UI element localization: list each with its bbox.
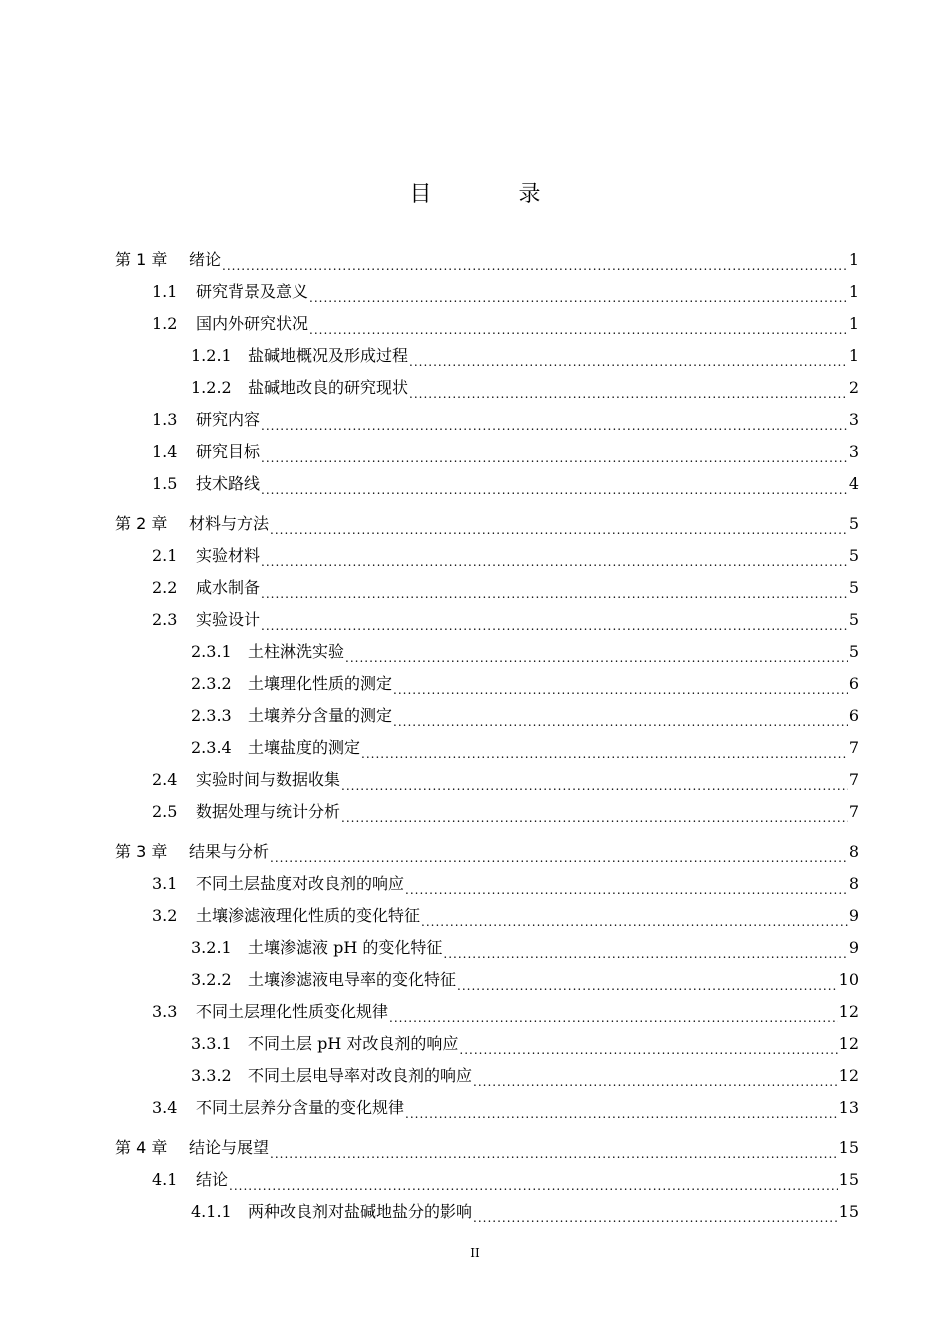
toc-entry-page: 2 <box>848 378 859 397</box>
toc-entry-page: 6 <box>848 706 859 725</box>
toc-dot-leader <box>393 700 848 732</box>
toc-entry-page: 12 <box>838 1002 859 1021</box>
toc-entry-title: 结果与分析 <box>189 842 270 861</box>
toc-entry-number: 1.2 <box>152 314 178 333</box>
toc-entry-number: 2.3.3 <box>191 706 232 725</box>
toc-entry-title: 土壤渗滤液电导率的变化特征 <box>248 970 457 989</box>
toc-entry-title: 土壤理化性质的测定 <box>248 674 393 693</box>
toc-entry[interactable] <box>115 604 859 636</box>
toc-entry-page: 12 <box>838 1034 859 1053</box>
toc-entry[interactable] <box>115 1092 859 1124</box>
toc-dot-leader <box>229 1164 838 1196</box>
toc-entry-number: 1.4 <box>152 442 178 461</box>
toc-entry-page: 3 <box>848 442 859 461</box>
toc-entry[interactable] <box>115 668 859 700</box>
toc-entry[interactable] <box>115 996 859 1028</box>
toc-dot-leader <box>270 508 848 540</box>
toc-entry-page: 15 <box>838 1202 859 1221</box>
toc-entry-title: 不同土层养分含量的变化规律 <box>196 1098 405 1117</box>
toc-entry-number: 4.1 <box>152 1170 178 1189</box>
toc-entry-number: 2.4 <box>152 770 178 789</box>
toc-entry-number: 1.5 <box>152 474 178 493</box>
toc-entry-page: 10 <box>838 970 859 989</box>
toc-entry-title: 盐碱地改良的研究现状 <box>248 378 409 397</box>
toc-entry-number: 第 2 章 <box>115 514 168 533</box>
toc-entry[interactable] <box>115 700 859 732</box>
toc-entry-page: 8 <box>848 874 859 893</box>
toc-dot-leader <box>421 900 848 932</box>
toc-entry-title: 技术路线 <box>196 474 261 493</box>
toc-entry-title: 数据处理与统计分析 <box>196 802 341 821</box>
toc-entry-title: 不同土层盐度对改良剂的响应 <box>196 874 405 893</box>
toc-entry-title: 土壤渗滤液理化性质的变化特征 <box>196 906 421 925</box>
toc-entry-title: 不同土层电导率对改良剂的响应 <box>248 1066 473 1085</box>
toc-entry-page: 5 <box>848 546 859 565</box>
toc-entry-number: 1.2.2 <box>191 378 232 397</box>
toc-entry-page: 1 <box>848 346 859 365</box>
toc-entry-page: 5 <box>848 642 859 661</box>
toc-entry[interactable] <box>115 1164 859 1196</box>
toc-dot-leader <box>361 732 848 764</box>
toc-entry-page: 13 <box>838 1098 859 1117</box>
toc-entry-page: 8 <box>848 842 859 861</box>
toc-entry[interactable] <box>115 436 859 468</box>
toc-entry[interactable] <box>115 1060 859 1092</box>
toc-entry[interactable] <box>115 764 859 796</box>
toc-entry[interactable] <box>115 636 859 668</box>
toc-entry-number: 4.1.1 <box>191 1202 232 1221</box>
toc-entry-title: 不同土层 pH 对改良剂的响应 <box>248 1034 459 1053</box>
toc-entry-number: 2.5 <box>152 802 178 821</box>
toc-entry-title: 土柱淋洗实验 <box>248 642 345 661</box>
toc-entry-title: 研究背景及意义 <box>196 282 309 301</box>
toc-dot-leader <box>409 340 848 372</box>
toc-entry-page: 4 <box>848 474 859 493</box>
toc-entry-number: 3.3.1 <box>191 1034 232 1053</box>
toc-entry[interactable] <box>115 540 859 572</box>
table-of-contents <box>115 244 859 1228</box>
toc-entry-page: 5 <box>848 578 859 597</box>
toc-dot-leader <box>222 244 848 276</box>
toc-entry-number: 2.3.2 <box>191 674 232 693</box>
page-number: II <box>470 1246 480 1260</box>
toc-entry-title: 土壤盐度的测定 <box>248 738 361 757</box>
toc-entry-title: 结论与展望 <box>189 1138 270 1157</box>
toc-entry[interactable] <box>115 1196 859 1228</box>
toc-entry-title: 土壤养分含量的测定 <box>248 706 393 725</box>
toc-entry-page: 1 <box>848 282 859 301</box>
toc-chapter-entry[interactable] <box>115 1132 859 1164</box>
toc-entry-number: 第 3 章 <box>115 842 168 861</box>
toc-entry[interactable] <box>115 796 859 828</box>
toc-entry-title: 研究内容 <box>196 410 261 429</box>
toc-entry-page: 9 <box>848 906 859 925</box>
toc-dot-leader <box>309 308 848 340</box>
toc-chapter-entry[interactable] <box>115 508 859 540</box>
toc-entry-number: 2.3 <box>152 610 178 629</box>
toc-entry[interactable] <box>115 964 859 996</box>
toc-dot-leader <box>261 468 848 500</box>
toc-entry-page: 6 <box>848 674 859 693</box>
toc-entry-title: 材料与方法 <box>189 514 270 533</box>
toc-entry-number: 2.3.4 <box>191 738 232 757</box>
toc-entry-number: 3.2.1 <box>191 938 232 957</box>
toc-entry-number: 3.3 <box>152 1002 178 1021</box>
toc-entry-page: 15 <box>838 1170 859 1189</box>
toc-entry-page: 12 <box>838 1066 859 1085</box>
toc-entry-title: 结论 <box>196 1170 229 1189</box>
toc-dot-leader <box>405 1092 838 1124</box>
toc-dot-leader <box>389 996 838 1028</box>
toc-entry[interactable] <box>115 572 859 604</box>
toc-dot-leader <box>261 572 848 604</box>
toc-entry-number: 3.4 <box>152 1098 178 1117</box>
toc-entry[interactable] <box>115 868 859 900</box>
toc-entry-number: 1.2.1 <box>191 346 232 365</box>
toc-dot-leader <box>270 836 848 868</box>
toc-entry-page: 1 <box>848 314 859 333</box>
toc-dot-leader <box>393 668 848 700</box>
toc-dot-leader <box>443 932 847 964</box>
toc-entry-title: 国内外研究状况 <box>196 314 309 333</box>
toc-entry-page: 7 <box>848 738 859 757</box>
toc-entry-title: 实验材料 <box>196 546 261 565</box>
toc-chapter-entry[interactable] <box>115 244 859 276</box>
toc-dot-leader <box>341 764 848 796</box>
toc-dot-leader <box>261 404 848 436</box>
toc-entry-page: 7 <box>848 802 859 821</box>
toc-entry[interactable] <box>115 732 859 764</box>
toc-entry[interactable] <box>115 308 859 340</box>
toc-dot-leader <box>405 868 848 900</box>
toc-entry-number: 第 1 章 <box>115 250 168 269</box>
toc-entry-number: 2.1 <box>152 546 178 565</box>
toc-entry-number: 2.3.1 <box>191 642 232 661</box>
toc-entry-page: 5 <box>848 610 859 629</box>
toc-entry[interactable] <box>115 1028 859 1060</box>
toc-dot-leader <box>457 964 838 996</box>
toc-dot-leader <box>473 1060 838 1092</box>
toc-entry-page: 15 <box>838 1138 859 1157</box>
toc-entry-number: 1.1 <box>152 282 178 301</box>
toc-dot-leader <box>459 1028 837 1060</box>
toc-entry-title: 土壤渗滤液 pH 的变化特征 <box>248 938 443 957</box>
toc-entry-number: 3.1 <box>152 874 178 893</box>
toc-entry-page: 1 <box>848 250 859 269</box>
toc-entry[interactable] <box>115 404 859 436</box>
toc-dot-leader <box>409 372 848 404</box>
toc-entry[interactable] <box>115 340 859 372</box>
toc-dot-leader <box>309 276 848 308</box>
toc-entry[interactable] <box>115 900 859 932</box>
toc-entry-title: 不同土层理化性质变化规律 <box>196 1002 389 1021</box>
toc-entry-title: 咸水制备 <box>196 578 261 597</box>
toc-entry[interactable] <box>115 468 859 500</box>
toc-entry-number: 1.3 <box>152 410 178 429</box>
toc-entry-title: 两种改良剂对盐碱地盐分的影响 <box>248 1202 473 1221</box>
page-title: 目 录 <box>409 182 581 207</box>
toc-entry-page: 3 <box>848 410 859 429</box>
toc-dot-leader <box>270 1132 838 1164</box>
toc-entry[interactable] <box>115 932 859 964</box>
toc-entry-title: 实验时间与数据收集 <box>196 770 341 789</box>
toc-dot-leader <box>261 604 848 636</box>
toc-dot-leader <box>261 540 848 572</box>
toc-dot-leader <box>345 636 848 668</box>
toc-entry[interactable] <box>115 372 859 404</box>
toc-entry-number: 3.3.2 <box>191 1066 232 1085</box>
toc-entry-page: 5 <box>848 514 859 533</box>
toc-entry-title: 盐碱地概况及形成过程 <box>248 346 409 365</box>
toc-entry-number: 2.2 <box>152 578 178 597</box>
toc-dot-leader <box>341 796 848 828</box>
toc-dot-leader <box>473 1196 838 1228</box>
toc-entry-title: 研究目标 <box>196 442 261 461</box>
toc-entry-number: 3.2 <box>152 906 178 925</box>
toc-entry-title: 实验设计 <box>196 610 261 629</box>
toc-chapter-entry[interactable] <box>115 836 859 868</box>
toc-entry-number: 3.2.2 <box>191 970 232 989</box>
toc-entry-number: 第 4 章 <box>115 1138 168 1157</box>
toc-dot-leader <box>261 436 848 468</box>
toc-entry[interactable] <box>115 276 859 308</box>
toc-entry-page: 7 <box>848 770 859 789</box>
toc-entry-title: 绪论 <box>189 250 222 269</box>
toc-entry-page: 9 <box>848 938 859 957</box>
